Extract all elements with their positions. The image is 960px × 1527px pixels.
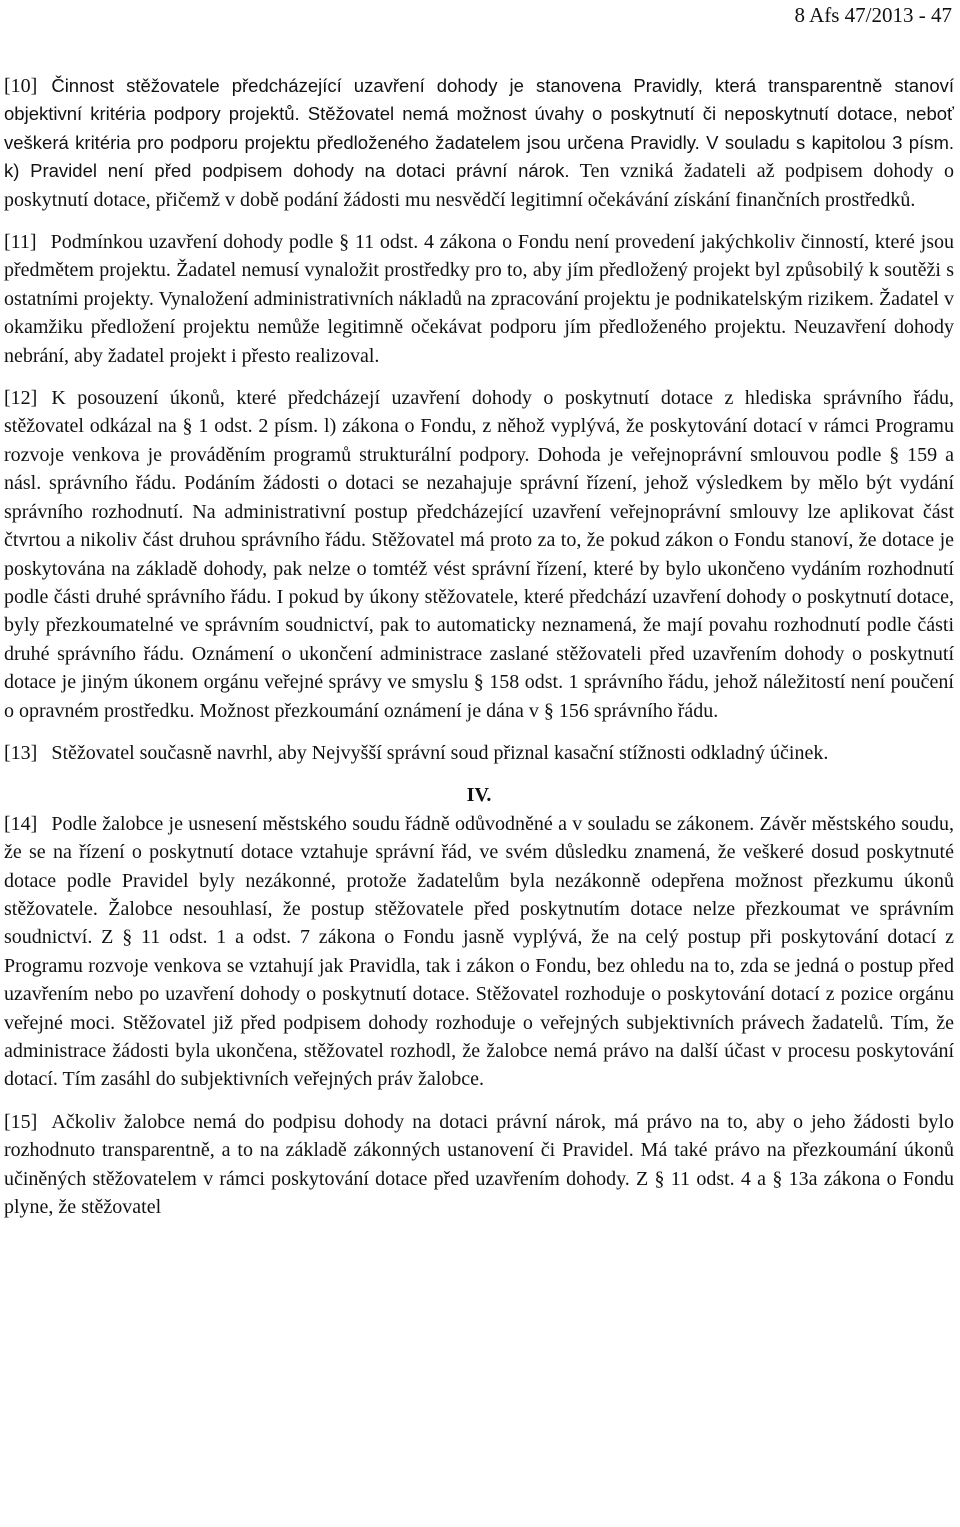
paragraph-10 [4, 72, 954, 214]
paragraph-15 [4, 1108, 954, 1222]
paragraph-number: [13] [4, 741, 38, 764]
paragraph-number: [14] [4, 812, 38, 835]
paragraph-text: Stěžovatel současně navrhl, aby Nejvyšší správní soud přiznal kasační stížnosti odkladný účinek. [51, 741, 829, 764]
paragraph-14 [4, 810, 954, 1094]
paragraph-text: Ačkoliv žalobce nemá do podpisu dohody na dotaci právní nárok, má právo na to, aby o jeho žádosti bylo rozhodnuto transparentně, a to na základě zákonných ustanovení či Pravidel. Má také právo na přezkoumání úkonů učiněných stěžovatelem v rámci poskytování dotace před uzavřením dohody. Z § 11 odst. 4 a § 13a zákona o Fondu plyne, že stěžovatel [4, 1110, 954, 1219]
document-body [4, 72, 954, 1235]
paragraph-text: Činnost stěžovatele předcházející uzavření dohody je stanovena Pravidly, která transparentně stanoví objektivní kritéria podpory projektů. Stěžovatel nemá možnost úvahy o poskytnutí či neposkytnutí dotace, neboť veškerá kritéria pro podporu projektu předloženého žadatelem jsou určena Pravidly. V souladu s kapitolou 3 písm. k) Pravidel není před podpisem dohody na dotaci právní nárok. [4, 75, 954, 182]
paragraph-number: [15] [4, 1110, 38, 1133]
paragraph-number: [11] [4, 231, 37, 254]
paragraph-text: K posouzení úkonů, které předcházejí uzavření dohody o poskytnutí dotace z hlediska správního řádu, stěžovatel odkázal na § 1 odst. 2 písm. l) zákona o Fondu, z něhož vyplývá, že poskytování dotací v rámci Programu rozvoje venkova je prováděním programů strukturální podpory. Dohoda je veřejnoprávní smlouvou podle § 159 a násl. správního řádu. Podáním žádosti o dotaci se nezahajuje správní řízení, jehož výsledkem by mělo být vydání správního rozhodnutí. Na administrativní postup předcházející uzavření veřejnoprávní smlouvy lze aplikovat část čtvrtou a nikoliv část druhou správního řádu. Stěžovatel má proto za to, že pokud zákon o Fondu stanoví, že dotace je poskytována na základě dohody, pak nelze o tomtéž vést správní řízení, které by bylo ukončeno vydáním rozhodnutí podle části druhé správního řádu. I pokud by úkony stěžovatele, které předchází uzavření dohody o poskytnutí dotace, byly přezkoumatelné ve správním soudnictví, pak to automaticky neznamená, že mají povahu rozhodnutí podle části druhé správního řádu. Oznámení o ukončení administrace zaslané stěžovateli před uzavřením dohody o poskytnutí dotace je jiným úkonem orgánu veřejné správy ve smyslu § 158 odst. 1 správního řádu, jehož náležitostí není poučení o opravném prostředku. Možnost přezkoumání oznámení je dána v § 156 správního řádu. [4, 387, 954, 722]
paragraph-text: Ten vzniká žadateli až podpisem dohody o poskytnutí dotace, přičemž v době podání žádosti mu nesvědčí legitimní očekávání získání finančních prostředků. [4, 160, 954, 211]
page-reference: 8 Afs 47/2013 - 47 [794, 3, 952, 27]
paragraph-12 [4, 384, 954, 725]
paragraph-11 [4, 228, 954, 370]
section-heading: IV. [466, 784, 492, 807]
paragraph-13 [4, 739, 954, 767]
paragraph-text: Podle žalobce je usnesení městského soudu řádně odůvodněné a v souladu se zákonem. Závěr městského soudu, že se na řízení o poskytnutí dotace vztahuje správní řád, ve svém důsledku znamená, že veškeré dosud poskytnuté dotace podle Pravidel byly nezákonné, protože žadatelům byla nezákonně odepřena možnost přezkumu úkonů stěžovatele. Žalobce nesouhlasí, že postup stěžovatele před poskytnutím dotace nelze přezkoumat ve správním soudnictví. Z § 11 odst. 1 a odst. 7 zákona o Fondu jasně vyplývá, že na celý postup při poskytování dotací z Programu rozvoje venkova se vztahují jak Pravidla, tak i zákon o Fondu, bez ohledu na to, zda se jedná o postup před uzavřením nebo po uzavření dohody o poskytnutí dotace. Stěžovatel rozhoduje o poskytování dotací z pozice orgánu veřejné moci. Stěžovatel již před podpisem dohody rozhoduje o veřejných subjektivních právech žadatelů. Tím, že administrace žádosti byla ukončena, stěžovatel rozhodl, že žalobce nemá právo na další účast v procesu poskytování dotací. Tím zasáhl do subjektivních veřejných práv žalobce. [4, 812, 954, 1091]
paragraph-number: [12] [4, 387, 38, 410]
paragraph-text: Podmínkou uzavření dohody podle § 11 odst. 4 zákona o Fondu není provedení jakýchkoliv činností, které jsou předmětem projektu. Žadatel nemusí vynaložit prostředky pro to, aby jím předložený projekt byl způsobilý k soutěži s ostatními projekty. Vynaložení administrativních nákladů na zpracování projektu je podnikatelským rizikem. Žadatel v okamžiku předložení projektu nemůže legitimně očekávat podporu jím předloženého projektu. Neuzavření dohody nebrání, aby žadatel projekt i přesto realizoval. [4, 231, 954, 367]
paragraph-number: [10] [4, 75, 38, 97]
